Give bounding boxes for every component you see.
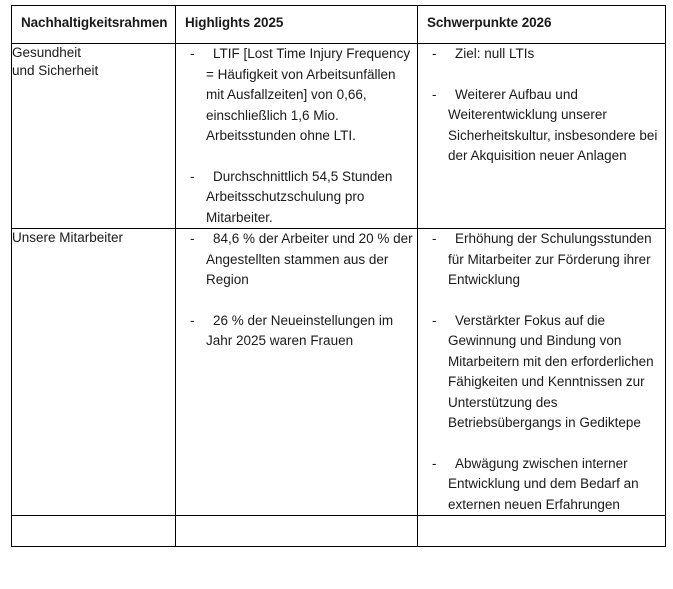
focus-list [418, 229, 665, 515]
column-header-focus [418, 6, 666, 44]
table-header-row [12, 6, 666, 44]
list-item-text: Abwägung zwischen interner Entwicklung und dem Bedarf an externen neuen Erfahrungen [448, 455, 639, 512]
list-item [418, 229, 665, 291]
dash-bullet-icon: - [432, 86, 437, 102]
table-row [12, 516, 666, 547]
row-highlights-cell [176, 44, 418, 229]
row-highlights-cell [176, 516, 418, 547]
dash-bullet-icon: - [190, 312, 195, 328]
row-label-cell [12, 516, 176, 547]
list-item-text: Weiterer Aufbau und Weiterentwicklung unserer Sicherheitskultur, insbesondere bei der Akquisition neuer Anlagen [448, 86, 658, 163]
table-row [12, 44, 666, 229]
column-header-framework-label: Nachhaltigkeitsrahmen [21, 15, 168, 30]
dash-bullet-icon: - [432, 455, 437, 471]
list-item [176, 229, 417, 291]
list-item-text: Erhöhung der Schulungsstunden für Mitarbeiter zur Förderung ihrer Entwicklung [448, 231, 652, 287]
list-item [176, 167, 417, 229]
row-label-line-1: Unsere Mitarbeiter [12, 230, 124, 245]
row-focus-cell [418, 516, 666, 547]
list-item [176, 44, 417, 147]
sustainability-table [11, 5, 666, 547]
column-header-framework [12, 6, 176, 44]
table-header [12, 6, 666, 44]
row-label-line-1: Gesundheit [12, 45, 82, 60]
row-highlights-cell [176, 229, 418, 516]
focus-list [418, 44, 665, 167]
highlights-list [176, 44, 417, 228]
column-header-focus-label: Schwerpunkte 2026 [427, 15, 552, 30]
list-item-text: Ziel: null LTIs [455, 46, 535, 61]
highlights-list [176, 229, 417, 352]
list-item-text: Verstärkter Fokus auf die Gewinnung und Bindung von Mitarbeitern mit den erforderlichen Fähigkeiten und Kenntnissen zur Unterstützung des Betriebsübergangs in Gediktepe [448, 312, 654, 430]
column-header-highlights-label: Highlights 2025 [185, 15, 284, 30]
list-item-text: 26 % der Neueinstellungen im Jahr 2025 waren Frauen [206, 312, 394, 348]
list-item-text: LTIF [Lost Time Injury Frequency = Häufigkeit von Arbeitsunfällen mit Ausfallzeiten] von 0,66, einschließlich 1,6 Mio. Arbeitsstunden ohne LTI. [206, 46, 411, 143]
row-label-cell [12, 229, 176, 516]
row-label-cell [12, 44, 176, 229]
column-header-highlights [176, 6, 418, 44]
dash-bullet-icon: - [432, 46, 437, 61]
dash-bullet-icon: - [190, 231, 195, 246]
dash-bullet-icon: - [432, 312, 437, 328]
list-item-text: Durchschnittlich 54,5 Stunden Arbeitsschutzschulung pro Mitarbeiter. [206, 168, 393, 225]
table-body [12, 44, 666, 547]
list-item [418, 44, 665, 65]
dash-bullet-icon: - [190, 168, 195, 184]
row-focus-cell [418, 229, 666, 516]
list-item [176, 311, 417, 352]
list-item [418, 454, 665, 516]
dash-bullet-icon: - [190, 46, 195, 61]
dash-bullet-icon: - [432, 231, 437, 246]
list-item-text: 84,6 % der Arbeiter und 20 % der Angestellten stammen aus der Region [206, 231, 413, 287]
list-item [418, 85, 665, 167]
row-label-line-2: und Sicherheit [12, 63, 99, 78]
table-row [12, 229, 666, 516]
row-focus-cell [418, 44, 666, 229]
list-item [418, 311, 665, 434]
